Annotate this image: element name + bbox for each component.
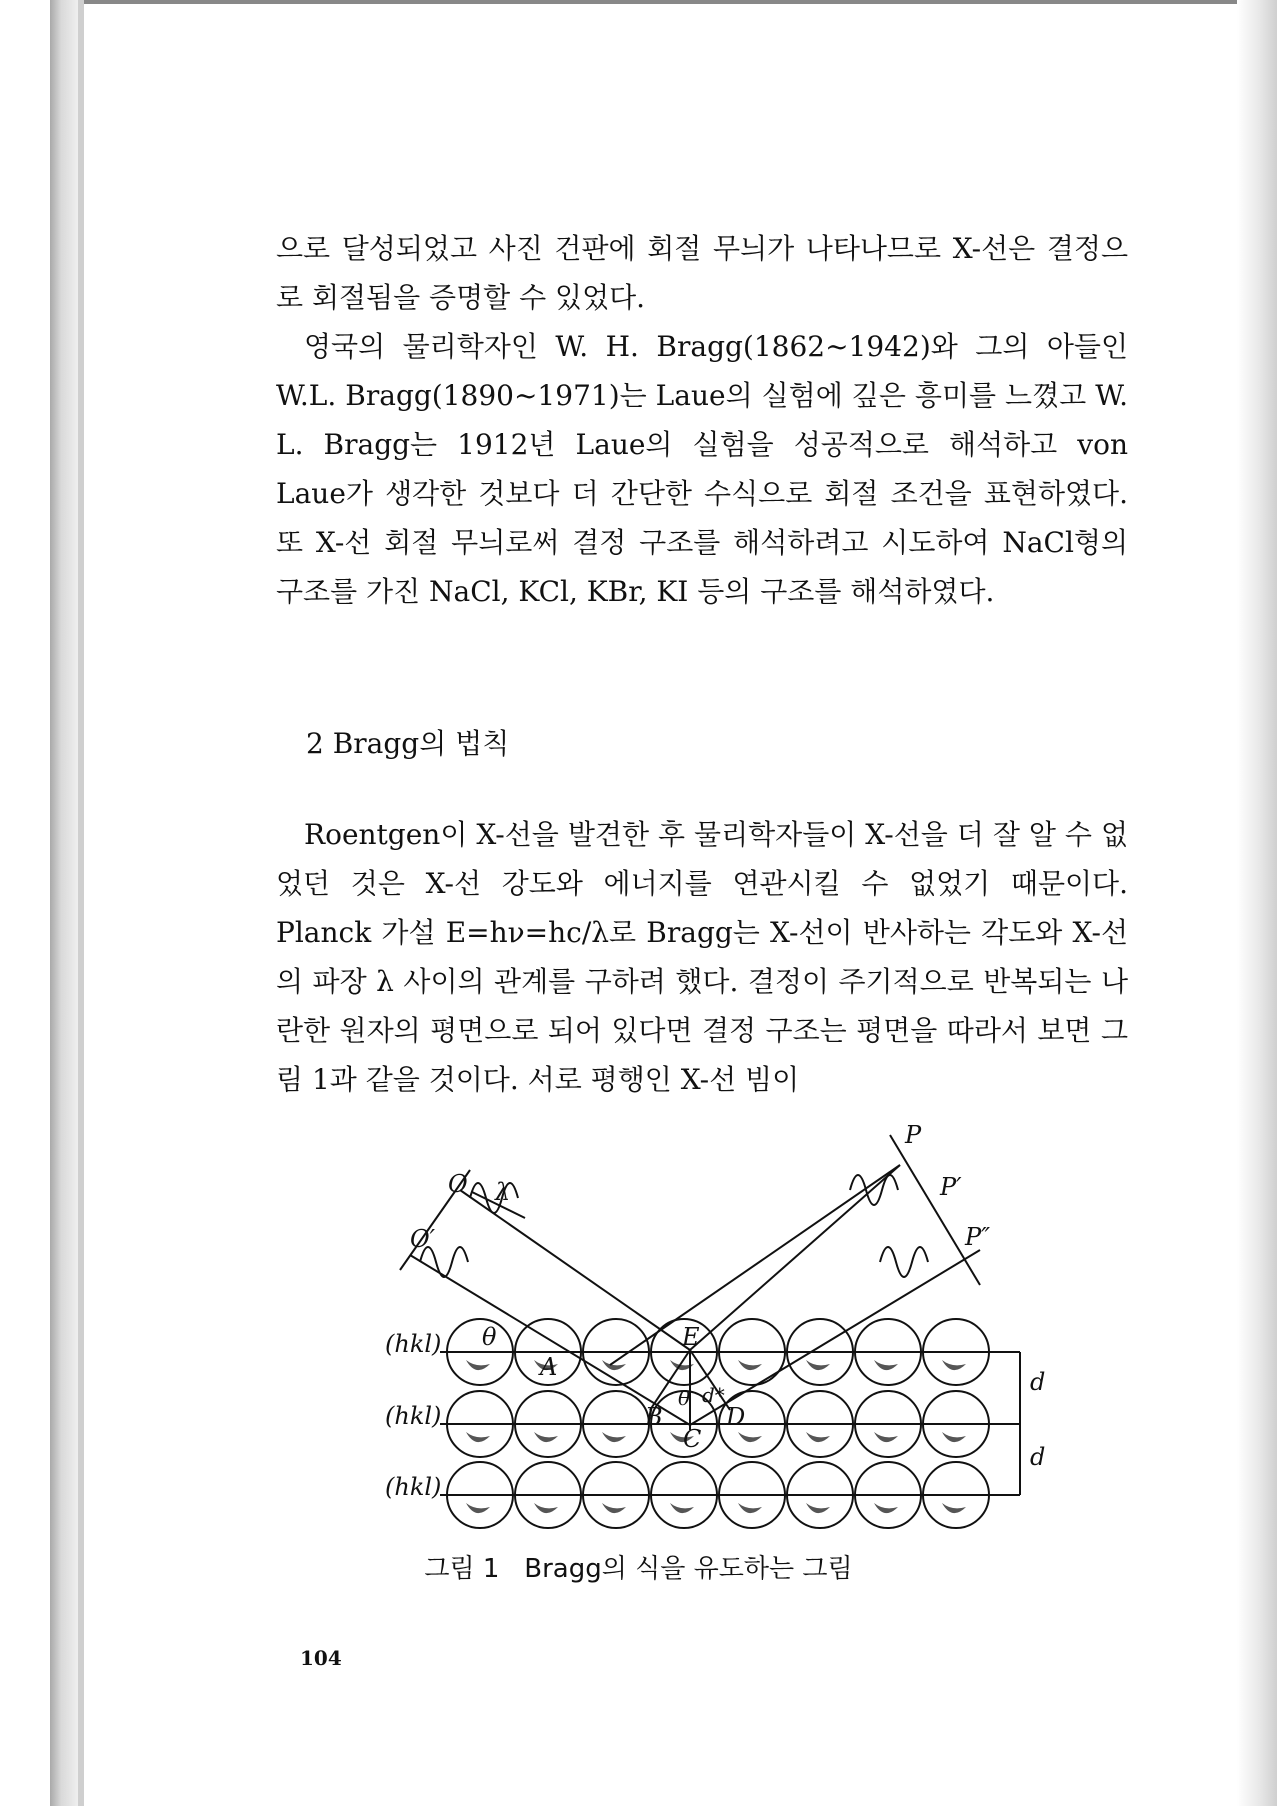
reflected-wave-2 [880, 1247, 928, 1277]
label-P: P [905, 1121, 922, 1149]
label-P-dprime: P″ [965, 1223, 991, 1251]
caption-prefix: 그림 1 [424, 1554, 500, 1584]
paragraph-3: Roentgen이 X-선을 발견한 후 물리학자들이 X-선을 더 잘 알 수 없었던 것은 X-선 강도와 에너지를 연관시킬 수 없었기 때문이다. Planck 가설 E=hν=hc/λ로 Bragg는 X-선이 반사하는 각도와 X-선의 파장 λ 사이의 관계를 구하려 했다. 결정이 주기적으로 반복되는 나란한 원자의 평면으로 되어 있다면 결정 구조는 평면을 따라서 보면 그림 1과 같을 것이다. 서로 평행인 X-선 빔이 [276, 818, 1128, 1096]
label-A: A [540, 1353, 558, 1381]
label-D: D [726, 1403, 746, 1431]
label-d-star: d* [702, 1383, 725, 1407]
book-edge-left-inner [78, 0, 84, 1806]
book-edge-left [50, 0, 78, 1806]
reflected-wavefront [890, 1135, 980, 1285]
label-C: C [683, 1425, 702, 1453]
label-theta-2: θ [678, 1386, 691, 1410]
incident-wave-1 [470, 1183, 518, 1213]
book-edge-right [1237, 0, 1277, 1806]
book-edge-top [50, 0, 1277, 4]
figure-caption [0, 1548, 1277, 1585]
reflected-wave-1 [850, 1175, 898, 1205]
page-number: 104 [300, 1646, 342, 1670]
paragraph-1: 으로 달성되었고 사진 건판에 회절 무늬가 나타나므로 X-선은 결정으로 회절됨을 증명할 수 있었다. [276, 232, 1128, 314]
label-theta: θ [482, 1323, 497, 1351]
bragg-figure [380, 1115, 1046, 1555]
label-plane-3: (hkl) [385, 1473, 442, 1501]
label-B: B [645, 1403, 663, 1431]
label-plane-1: (hkl) [385, 1330, 442, 1358]
paragraph-2: 영국의 물리학자인 W. H. Bragg(1862~1942)와 그의 아들인 W.L. Bragg(1890~1971)는 Laue의 실험에 깊은 흥미를 느꼈고 W. L. Bragg는 1912년 Laue의 실험을 성공적으로 해석하고 von Laue가 생각한 것보다 더 간단한 수식으로 회절 조건을 표현하였다. 또 X-선 회절 무늬로써 결정 구조를 해석하려고 시도하여 NaCl형의 구조를 가진 NaCl, KCl, KBr, KI 등의 구조를 해석하였다. [276, 330, 1128, 608]
label-E: E [682, 1323, 700, 1351]
label-plane-2: (hkl) [385, 1402, 442, 1430]
section-heading: 2 Bragg의 법칙 [306, 727, 510, 760]
label-lambda: λ [495, 1178, 511, 1206]
label-O-prime: O′ [410, 1225, 436, 1253]
label-d-1: d [1030, 1368, 1046, 1396]
label-d-2: d [1030, 1443, 1046, 1471]
label-O: O [448, 1170, 468, 1198]
label-P-prime: P′ [940, 1173, 962, 1201]
reflected-ray-1 [690, 1165, 900, 1350]
caption-text: Bragg의 식을 유도하는 그림 [524, 1554, 853, 1584]
